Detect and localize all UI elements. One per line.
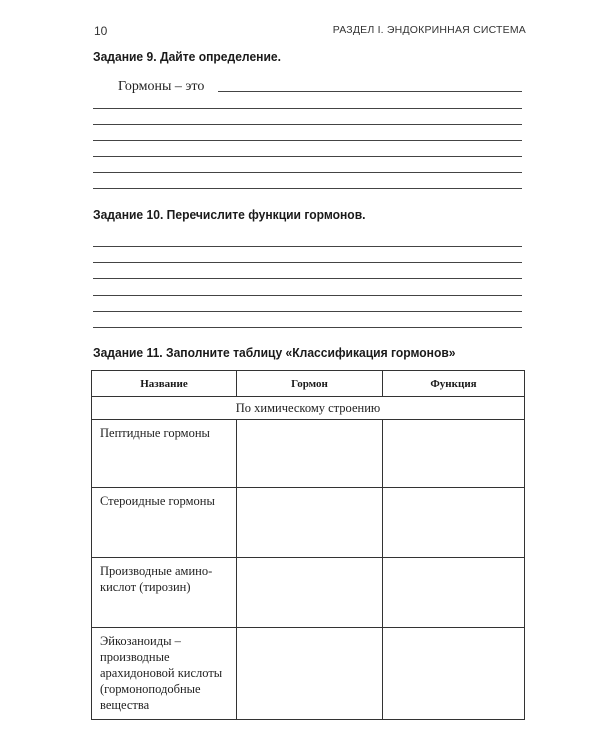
answer-line[interactable] [93, 327, 522, 328]
answer-line[interactable] [93, 156, 522, 157]
row-label: Эйкозаноиды – производные арахидоновой кислоты (гормоноподобные вещества [100, 634, 223, 712]
function-cell[interactable] [383, 488, 525, 558]
answer-line[interactable] [93, 124, 522, 125]
definition-prompt: Гормоны – это [118, 79, 205, 94]
answer-line[interactable] [93, 188, 522, 189]
hormone-cell[interactable] [237, 420, 383, 488]
section-row [92, 397, 525, 420]
answer-line[interactable] [93, 108, 522, 109]
column-header-name: Название [92, 371, 237, 397]
table-header-row [92, 371, 525, 397]
row-label-cell [92, 420, 237, 488]
hormone-cell[interactable] [237, 488, 383, 558]
answer-line[interactable] [93, 295, 522, 296]
table-row [92, 558, 525, 628]
function-cell[interactable] [383, 420, 525, 488]
answer-line[interactable] [93, 140, 522, 141]
hormone-cell[interactable] [237, 628, 383, 720]
page-number: 10 [94, 24, 108, 38]
row-label-cell [92, 628, 237, 720]
function-cell[interactable] [383, 628, 525, 720]
function-cell[interactable] [383, 558, 525, 628]
row-label: Производные амино- кислот (тирозин) [100, 564, 213, 594]
table-row [92, 488, 525, 558]
row-label: Пептидные гормоны [100, 426, 210, 440]
answer-line[interactable] [93, 262, 522, 263]
column-header-hormone: Гормон [237, 371, 383, 397]
answer-line[interactable] [93, 278, 522, 279]
hormone-cell[interactable] [237, 558, 383, 628]
task11-heading: Задание 11. Заполните таблицу «Классификация гормонов» [93, 345, 456, 360]
task10-heading: Задание 10. Перечислите функции гормонов. [93, 207, 366, 222]
row-label-cell [92, 488, 237, 558]
column-header-function: Функция [383, 371, 525, 397]
answer-line[interactable] [93, 246, 522, 247]
answer-line[interactable] [93, 172, 522, 173]
section-title: По химическому строению [92, 397, 525, 420]
task9-heading: Задание 9. Дайте определение. [93, 49, 281, 64]
row-label-cell [92, 558, 237, 628]
running-head: РАЗДЕЛ I. ЭНДОКРИННАЯ СИСТЕМА [332, 24, 526, 36]
classification-table [91, 370, 525, 720]
answer-line[interactable] [93, 311, 522, 312]
row-label: Стероидные гормоны [100, 494, 215, 508]
answer-line[interactable] [218, 91, 522, 92]
table-row [92, 420, 525, 488]
table-row [92, 628, 525, 720]
